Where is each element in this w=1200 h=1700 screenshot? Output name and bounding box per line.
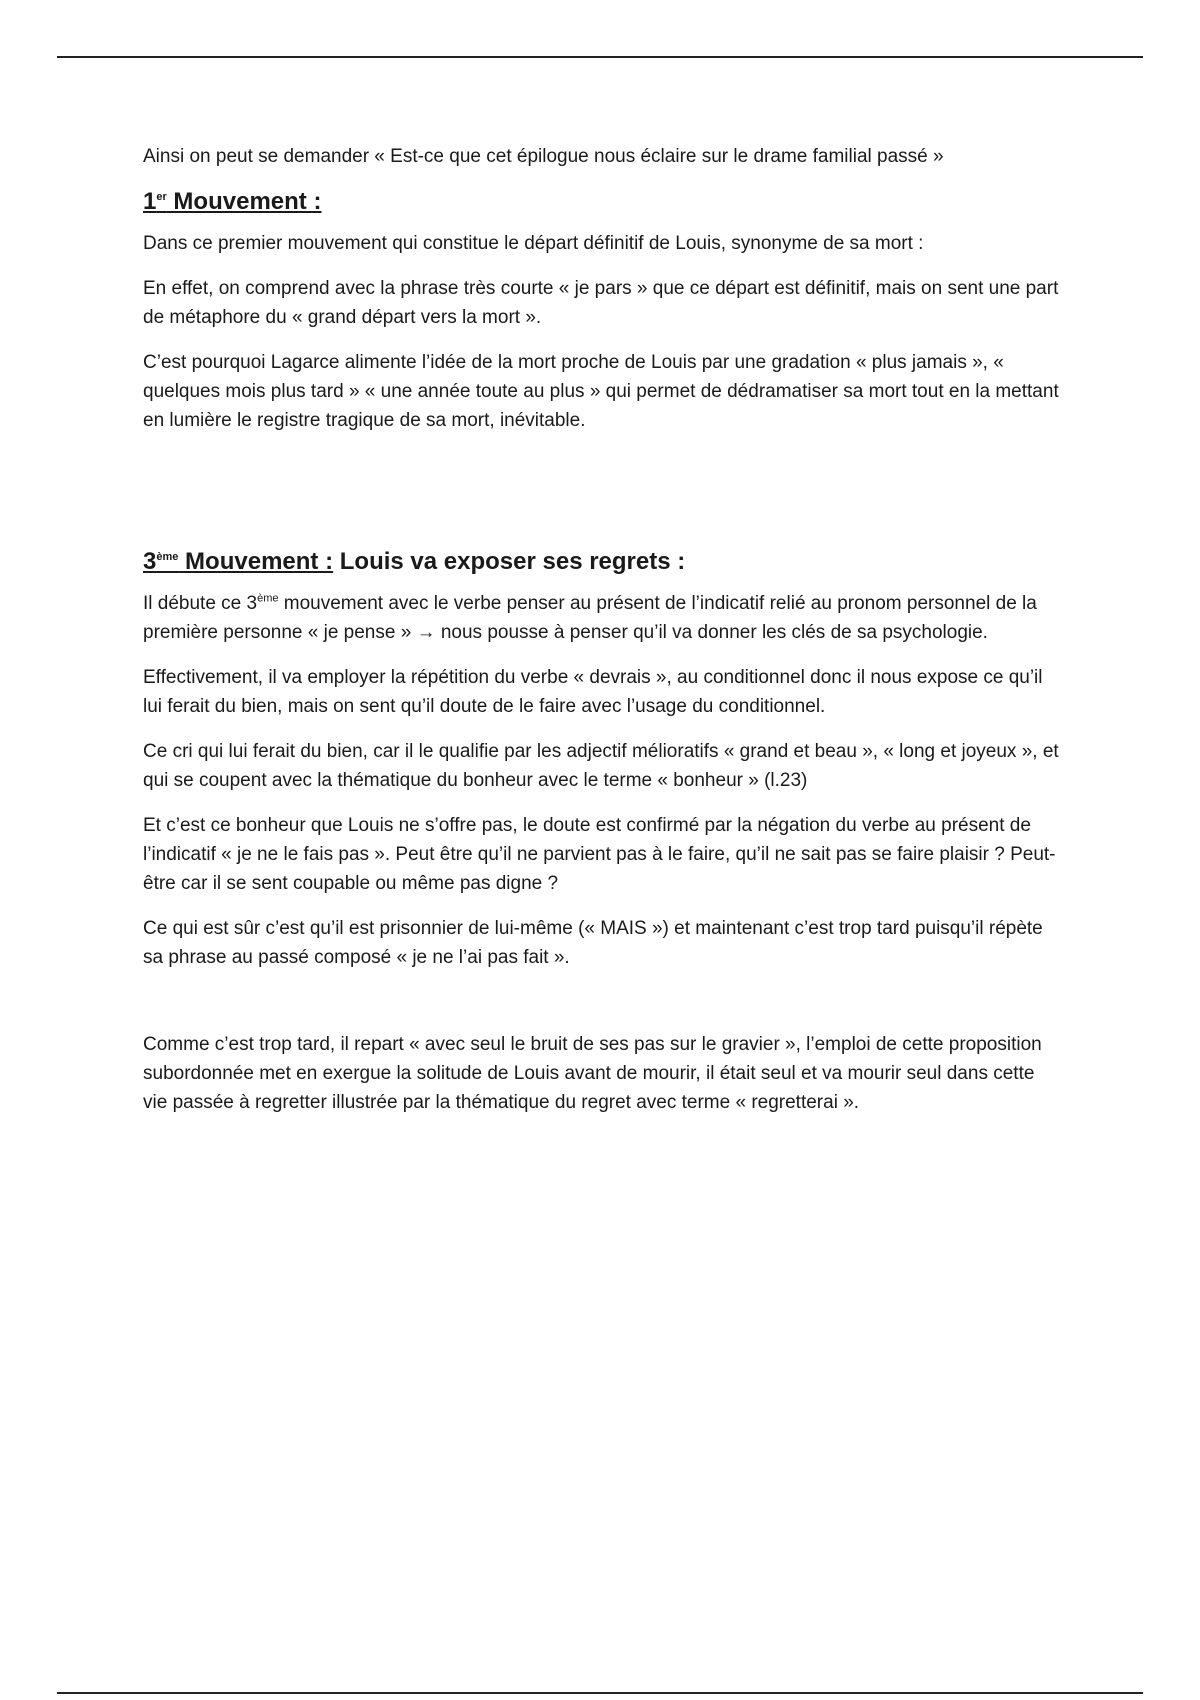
section-1-heading <box>143 187 1063 217</box>
section-3-paragraph <box>143 589 1063 647</box>
section-1-paragraph: C’est pourquoi Lagarce alimente l’idée de la mort proche de Louis par une gradation « plus jamais », « quelques mois plus tard » « une année toute au plus » qui permet de dédramatiser sa mort tout en la mettant en lumière le registre tragique de sa mort, inévitable. <box>143 352 1059 431</box>
section-3-ordinal: ème <box>156 551 179 563</box>
section-3-p1-ordinal: ème <box>257 592 279 605</box>
closing-paragraph: Comme c’est trop tard, il repart « avec seul le bruit de ses pas sur le gravier », l’emploi de cette proposition subordonnée met en exergue la solitude de Louis avant de mourir, il était seul et va mourir seul dans cette vie passée à regretter illustrée par la thématique du regret avec terme « regretterai ». <box>143 1034 1042 1113</box>
section-3-paragraph: Et c’est ce bonheur que Louis ne s’offre pas, le doute est confirmé par la négation du verbe au présent de l’indicatif « je ne le fais pas ». Peut être qu’il ne parvient pas à le faire, qu’il ne sait pas se faire plaisir ? Peut-être car il se sent coupable ou même pas digne ? <box>143 815 1056 894</box>
section-1-paragraph: En effet, on comprend avec la phrase très courte « je pars » que ce départ est définitif, mais on sent une part de métaphore du « grand départ vers la mort ». <box>143 278 1059 328</box>
section-3-heading-underlined <box>143 548 333 575</box>
section-3-title: Mouvement : <box>178 548 334 575</box>
intro-paragraph: Ainsi on peut se demander « Est-ce que cet épilogue nous éclaire sur le drame familial passé » <box>143 146 944 167</box>
section-1-number: 1 <box>143 188 157 215</box>
section-3-p1-start: Il débute ce 3 <box>143 593 258 614</box>
section-1-heading-underlined <box>143 188 321 215</box>
section-1-ordinal: er <box>156 191 167 203</box>
section-3-paragraph: Ce qui est sûr c’est qu’il est prisonnier de lui-même (« MAIS ») et maintenant c’est trop tard puisqu’il répète sa phrase au passé composé « je ne l’ai pas fait ». <box>143 918 1043 968</box>
section-3-paragraph: Effectivement, il va employer la répétition du verbe « devrais », au conditionnel donc il nous expose ce qu’il lui ferait du bien, mais on sent qu’il doute de le faire avec l’usage du conditionnel. <box>143 667 1043 717</box>
section-3-p1-end: mouvement avec le verbe penser au présent de l’indicatif relié au pronom personnel de la première personne « je pense » → nous pousse à penser qu’il va donner les clés de sa psychologie. <box>143 593 1037 643</box>
footer-rule <box>57 1692 1143 1694</box>
section-1-paragraph: Dans ce premier mouvement qui constitue le départ définitif de Louis, synonyme de sa mort : <box>143 233 924 254</box>
section-3-number: 3 <box>143 548 157 575</box>
document-body <box>143 142 1063 1117</box>
header-rule <box>57 56 1143 58</box>
section-1-title: Mouvement : <box>166 188 322 215</box>
section-3-paragraph: Ce cri qui lui ferait du bien, car il le qualifie par les adjectif mélioratifs « grand et beau », « long et joyeux », et qui se coupent avec la thématique du bonheur avec le terme « bonheur » (l.23) <box>143 741 1059 791</box>
section-3-subtitle: Louis va exposer ses regrets : <box>333 548 686 575</box>
section-3-heading <box>143 547 1063 577</box>
